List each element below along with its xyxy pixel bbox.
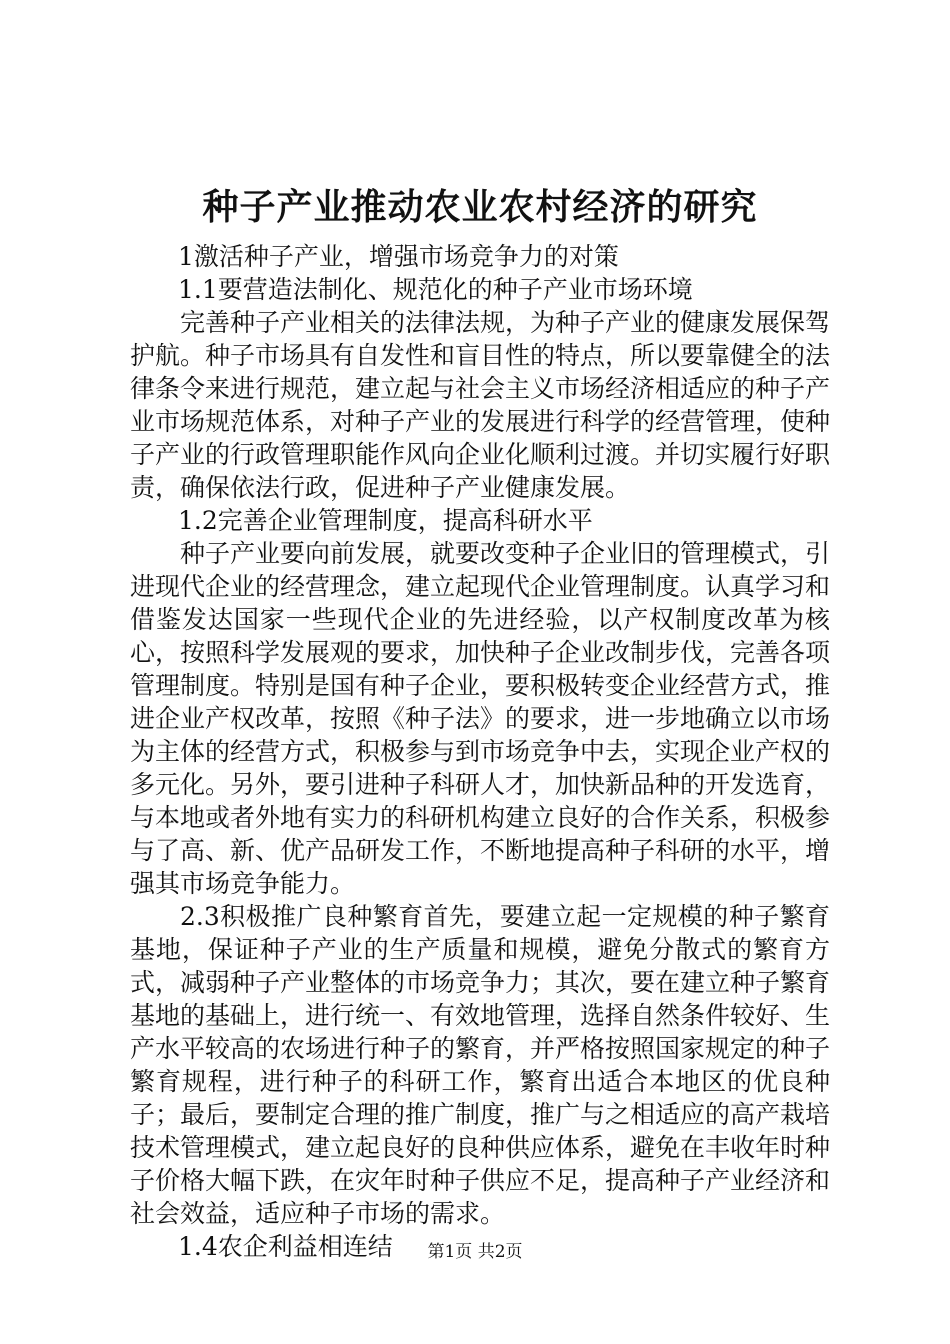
section-heading-1-4: 1.4农企利益相连结 xyxy=(178,1232,393,1261)
document-body xyxy=(130,182,830,1263)
paragraph-1-1-body: 完善种子产业相关的法律法规，为种子产业的健康发展保驾护航。种子市场具有自发性和盲目性的特点，所以要靠健全的法律条令来进行规范，建立起与社会主义市场经济相适应的种子产业市场规范体系，对种子产业的发展进行科学的经营管理，使种子产业的行政管理职能作风向企业化顺利过渡。并切实履行好职责，确保依法行政，促进种子产业健康发展。 xyxy=(130,308,831,502)
section-heading-1: 1激活种子产业，增强市场竞争力的对策 xyxy=(178,242,619,271)
section-heading-1-1: 1.1要营造法制化、规范化的种子产业市场环境 xyxy=(178,275,693,304)
document-title: 种子产业推动农业农村经济的研究 xyxy=(202,186,758,228)
section-heading-1-2: 1.2完善企业管理制度，提高科研水平 xyxy=(178,506,593,535)
page-footer: 第1页 共2页 xyxy=(427,1242,523,1262)
paragraph-2-3-body: 2.3积极推广良种繁育首先，要建立起一定规模的种子繁育基地，保证种子产业的生产质量和规模，避免分散式的繁育方式，减弱种子产业整体的市场竞争力；其次，要在建立种子繁育基地的基础上，进行统一、有效地管理，选择自然条件较好、生产水平较高的农场进行种子的繁育，并严格按照国家规定的种子繁育规程，进行种子的科研工作，繁育出适合本地区的优良种子；最后，要制定合理的推广制度，推广与之相适应的高产栽培技术管理模式，建立起良好的良种供应体系，避免在丰收年时种子价格大幅下跌，在灾年时种子供应不足，提高种子产业经济和社会效益，适应种子市场的需求。 xyxy=(130,902,831,1228)
paragraph-1-2-body: 种子产业要向前发展，就要改变种子企业旧的管理模式，引进现代企业的经营理念，建立起现代企业管理制度。认真学习和借鉴发达国家一些现代企业的先进经验，以产权制度改革为核心，按照科学发展观的要求，加快种子企业改制步伐，完善各项管理制度。特别是国有种子企业，要积极转变企业经营方式，推进企业产权改革，按照《种子法》的要求，进一步地确立以市场为主体的经营方式，积极参与到市场竞争中去，实现企业产权的多元化。另外，要引进种子科研人才，加快新品种的开发选育，与本地或者外地有实力的科研机构建立良好的合作关系，积极参与了高、新、优产品研发工作，不断地提高种子科研的水平，增强其市场竞争能力。 xyxy=(130,539,831,898)
